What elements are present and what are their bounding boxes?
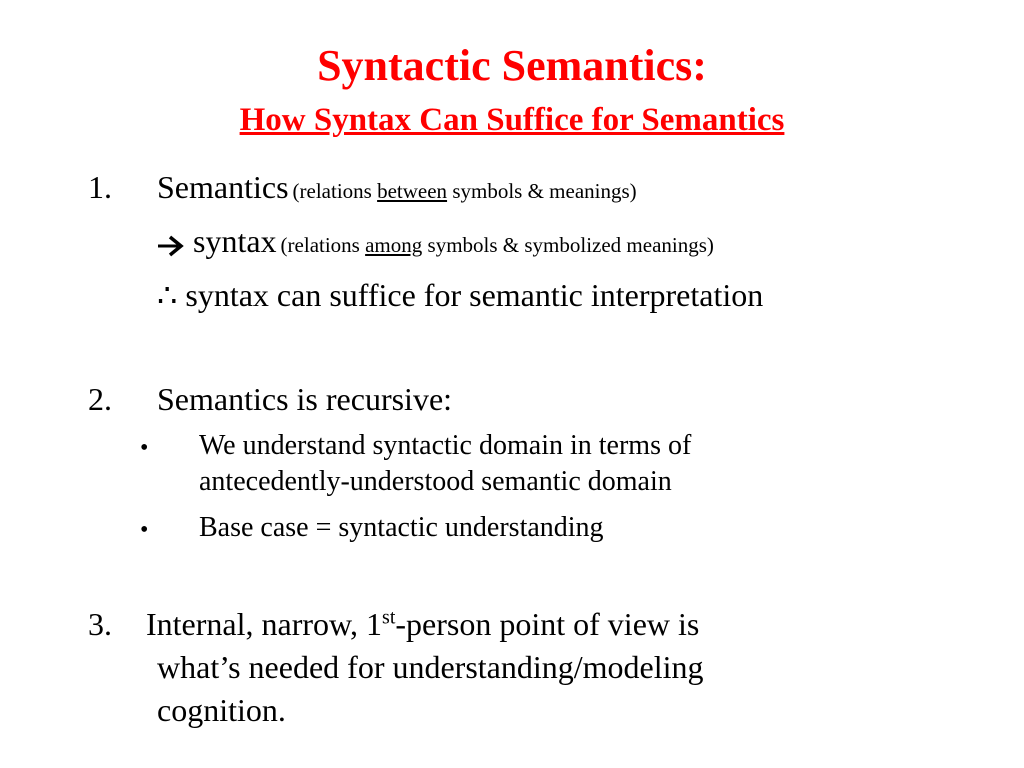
- bullet-symbol: •: [140, 517, 149, 543]
- item-1-line-2-main: syntax: [193, 223, 277, 259]
- item-3-line-1-sup: st: [382, 606, 396, 629]
- paren-before: (relations: [280, 233, 366, 257]
- item-3-line-1-before: Internal, narrow, 1: [146, 606, 383, 642]
- item-3-number: 3.: [88, 606, 112, 642]
- item-1-line-1-paren: [293, 179, 637, 203]
- item-3-line-2: what’s needed for understanding/modeling: [157, 649, 704, 685]
- item-1-line-1-main: Semantics: [157, 169, 289, 205]
- bullet-2-line-1: Base case = syntactic understanding: [199, 512, 604, 543]
- bullet-1-line-2: antecedently-understood semantic domain: [199, 466, 672, 497]
- slide-subtitle: How Syntax Can Suffice for Semantics: [239, 102, 785, 138]
- item-2-number: 2.: [88, 381, 112, 417]
- bullet-symbol: •: [140, 435, 149, 461]
- paren-before: (relations: [292, 179, 378, 203]
- item-1-line-1: [157, 168, 637, 206]
- item-2-text: Semantics is recursive:: [157, 381, 453, 417]
- paren-underlined: among: [365, 233, 423, 257]
- item-3-line-3: cognition.: [157, 692, 286, 728]
- item-3-line-1: [146, 605, 699, 643]
- item-1-line-3-main: syntax can suffice for semantic interpretation: [185, 277, 764, 313]
- therefore-symbol: ∴: [157, 277, 178, 313]
- item-3-line-1-after: -person point of view is: [395, 606, 700, 642]
- slide-title: Syntactic Semantics:: [317, 41, 707, 90]
- paren-after: symbols & meanings): [447, 179, 637, 203]
- bullet-1-line-1: We understand syntactic domain in terms of: [199, 430, 692, 461]
- right-arrow-icon: [157, 235, 185, 262]
- item-1-line-2: [157, 222, 714, 262]
- paren-underlined: between: [377, 179, 448, 203]
- item-1-line-2-paren: [281, 233, 714, 257]
- item-1-line-3: [157, 276, 763, 314]
- item-1-number: 1.: [88, 169, 112, 205]
- paren-after: symbols & symbolized meanings): [422, 233, 714, 257]
